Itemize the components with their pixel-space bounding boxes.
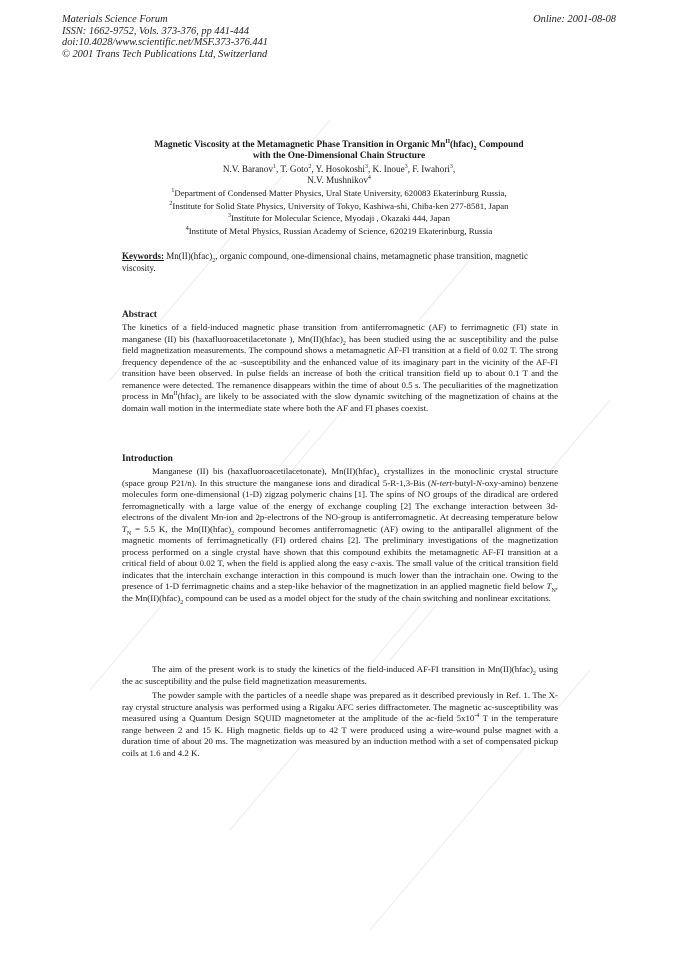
keywords-label: Keywords:	[122, 251, 164, 261]
author: K. Inoue	[372, 164, 405, 174]
author: Y. Hosokoshi	[315, 164, 365, 174]
doi-line[interactable]: doi:10.4028/www.scientific.net/MSF.373-376.441	[62, 37, 268, 49]
online-date: Online: 2001-08-08	[533, 14, 616, 25]
affiliation: $^1$Department of Condensed Matter Physics, Ural State University, 620083 Ekaterinburg Russia,	[171, 188, 507, 198]
intro-paragraph-3: The powder sample with the particles of a needle shape was prepared as it described previously in Ref. 1. The X-ray crystal structure analysis was performed using a Rigaku AFC series diffractometer. The magnetic ac-susceptibility was measured using a Quantum Design SQUID magnetometer at the amplitude of the ac-field $5x10^{-4}$ T in the temperature range between 2 and 15 K. High magnetic fields up to 42 T were produced using a wire-wound pulse magnet with a duration time of about 20 ms. The magnetization was measured by an induction method with a set of compensated pickup coils at 1.6 and 4.2 K.	[122, 690, 558, 758]
journal-header	[62, 14, 268, 60]
abstract-body: The kinetics of a field-induced magnetic phase transition from antiferromagnetic (AF) to ferrimagnetic (FI) state in manganese (II) bis (haxafluoroacetilacetonate ), $Mn(II)(hfac)_2$ has been studied using the ac susceptibility and the pulse field magnetization measurements. The compound shows a metamagnetic AF-FI transition at a field of 0.02 T. The strong frequency dependence of the ac -susceptibility and the enhanced value of its imaginary part in the vicinity of the AF-FI transition have been observed. In pulse fields an increase of both the critical transition field up to about 0.1 T and the remanence were detected. The remanence disappears within the time of about 0.5 s. The peculiarities of the magnetization process in $Mn^{II}(hfac)_2$ are likely to be associated with the slow dynamic switching of the magnetization of chains at the domain wall motion in the intermediate state where both the AF and FI phases coexist.	[122, 322, 558, 413]
intro-paragraph-2: The aim of the present work is to study the kinetics of the field-induced AF-FI transition in $Mn(II)(hfac)_2$ using the ac susceptibility and the pulse field magnetization measurements.	[122, 664, 558, 686]
affiliation-list	[95, 187, 583, 237]
affiliation: $^2$Institute for Solid State Physics, University of Tokyo, Kashiwa-shi, Chiba-ken 277-8581, Japan	[169, 200, 509, 211]
issn-line: ISSN: 1662-9752, Vols. 373-376, pp 441-444	[62, 25, 250, 37]
author: F. Iwahori	[412, 164, 450, 174]
intro-paragraph-1: Manganese (II) bis (haxafluoroacetilacetonate), $Mn(II)(hfac)_2$ crystallizes in the monoclinic crystal structure (space group P21/n). In this structure the manganese ions and diradical 5-R-1,3-Bis (N-tert-butyl-N-oxy-amino) benzene molecules form one-dimensional (1-D) zigzag polymeric chains [1]. The spins of NO groups of the diradical are ordered ferromagnetically with a large value of the energy of exchange coupling [2] The exchange interaction between 3d-electrons of the divalent Mn-ion and 2p-electrons of the NO-group is antiferromagnetic. At decreasing temperature below $T_N = 5.5$ K, the $Mn(II)(hfac)_2$ compound becomes antiferromagnetic (AF) owing to the antiparallel alignment of the magnetic moments of ferrimagnetically (FI) ordered chains [2]. The preliminary investigations of the magnetization process performed on a single crystal have shown that this compound exhibits the metamagnetic AF-FI transition at a critical field of about 0.02 T, when the field is applied along the easy c-axis. The small value of the critical transition field indicates that the interchain exchange interaction in this compound is much lower than the intrachain one. Owing to the presence of 1-D ferrimagnetic chains and a step-like behavior of the magnetization in an applied magnetic field below $T_N$, the $Mn(II)(hfac)_2$ compound can be used as a model object for the study of the chain switching and nonlinear excitations.	[122, 466, 558, 606]
paper-title: Magnetic Viscosity at the Metamagnetic Phase Transition in Organic $Mn^{II}(hfac)_2$ Compound with the One-Dimensional Chain Structure	[154, 138, 524, 162]
introduction-heading: Introduction	[122, 454, 173, 464]
affiliation: $^4$Institute of Metal Physics, Russian Academy of Science, 620219 Ekaterinburg, Russia	[185, 225, 493, 236]
author: N.V. Mushnikov	[307, 175, 368, 186]
journal-name: Materials Science Forum	[62, 14, 168, 25]
author-list: N.V. Baranov$^1$, T. Goto$^2$, Y. Hosokoshi$^3$, K. Inoue$^3$, F. Iwahori$^3$, N.V. Mushnikov$^4$	[222, 163, 456, 186]
author: N.V. Baranov	[222, 164, 273, 174]
copyright-line: © 2001 Trans Tech Publications Ltd, Switzerland	[62, 48, 268, 60]
keywords: Keywords: $Mn(II)(hfac)_2$, organic compound, one-dimensional chains, metamagnetic phase transition, magnetic viscosity.	[122, 251, 528, 274]
affiliation: $^3$Institute for Molecular Science, Myodaji , Okazaki 444, Japan	[227, 213, 451, 224]
abstract-heading: Abstract	[122, 310, 157, 320]
author: T. Goto	[280, 164, 309, 174]
